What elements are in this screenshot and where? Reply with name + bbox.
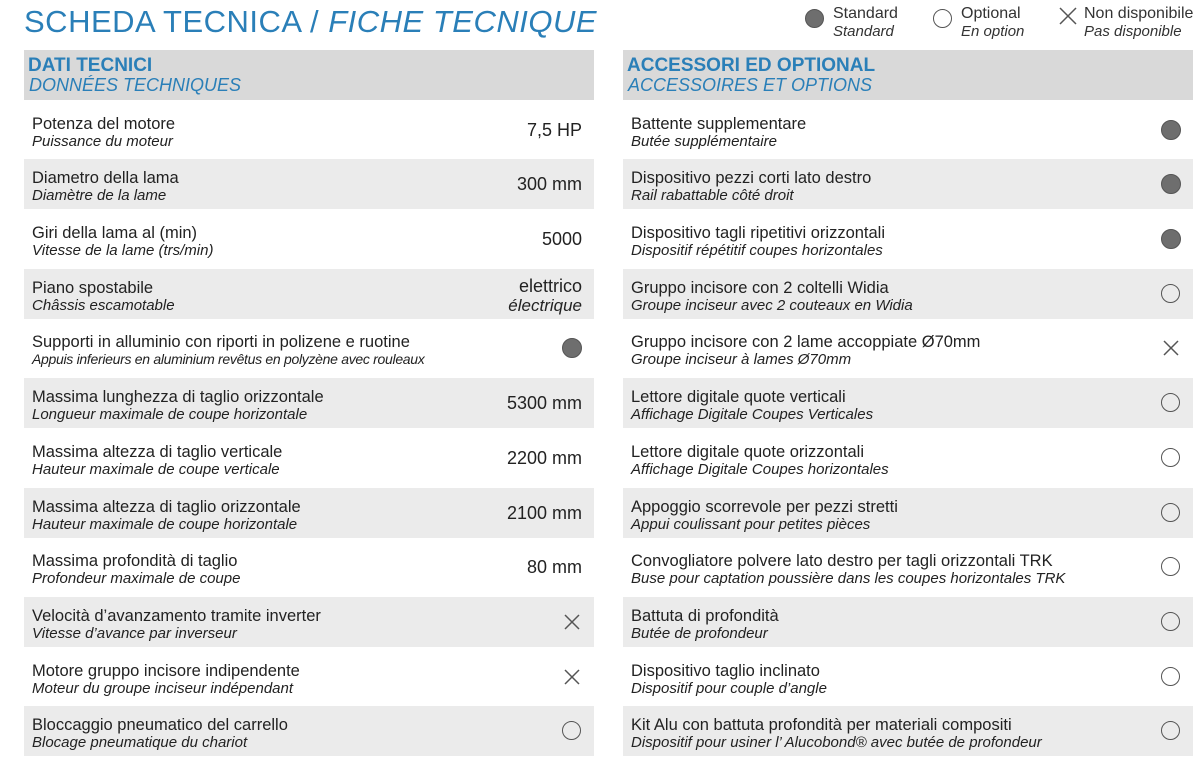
row-sublabel: Dispositif répétitif coupes horizontales [631,242,883,260]
technical-data-header [24,50,594,100]
row-label: Kit Alu con battuta profondità per materiali compositi [631,716,1012,735]
row-label: Gruppo incisore con 2 coltelli Widia [631,278,889,297]
section-title: DATI TECNICI [28,55,153,76]
row-sublabel: Profondeur maximale de coupe [32,570,241,588]
empty-circle-icon [1161,721,1181,741]
page-title [24,4,597,40]
empty-circle-icon [1161,667,1181,687]
row-sublabel: Dispositif pour couple d’angle [631,679,827,697]
row-value: 2100 mm [506,502,582,523]
row-sublabel: Hauteur maximale de coupe verticale [32,460,280,478]
section-subtitle: DONNÉES TECHNIQUES [29,75,242,95]
table-row [623,214,1193,264]
row-sublabel: Moteur du groupe inciseur indépendant [32,679,294,697]
table-row [623,159,1193,209]
row-label: Dispositivo pezzi corti lato destro [631,169,872,188]
cross-icon [1058,6,1078,26]
section-subtitle: ACCESSOIRES ET OPTIONS [628,75,873,95]
row-sublabel: Vitesse de la lame (trs/min) [32,242,214,260]
table-row [623,488,1193,538]
accessories-header [623,50,1193,100]
row-sublabel: Affichage Digitale Coupes horizontales [631,460,889,478]
empty-circle-icon [933,9,952,28]
table-row [623,105,1193,155]
empty-circle-icon [562,721,582,741]
table-row [24,214,594,264]
row-sublabel: Dispositif pour usiner l’ Alucobond® avec butée de profondeur [631,734,1042,752]
cross-icon [562,667,582,687]
table-row [623,542,1193,592]
row-sublabel: Butée de profondeur [631,624,768,642]
row-label: Dispositivo taglio inclinato [631,661,820,680]
table-row [623,597,1193,647]
row-sublabel: Châssis escamotable [32,296,175,314]
row-sublabel: Longueur maximale de coupe horizontale [32,406,308,424]
legend-not-available-sublabel: Pas disponible [1084,23,1182,40]
row-label: Convogliatore polvere lato destro per tagli orizzontali TRK [631,552,1053,571]
row-label: Gruppo incisore con 2 lame accoppiate Ø70mm [631,333,981,352]
accessories-section [623,50,1193,756]
cross-icon [1161,338,1181,358]
row-sublabel: Diamètre de la lame [32,187,167,205]
row-sublabel: Affichage Digitale Coupes Verticales [631,406,874,424]
row-label: Appoggio scorrevole per pezzi stretti [631,497,898,516]
page-title-italic: FICHE TECNIQUE [328,4,598,39]
table-row [24,159,594,209]
empty-circle-icon [1161,557,1181,577]
row-label: Massima lunghezza di taglio orizzontale [32,388,324,407]
row-label: Motore gruppo incisore indipendente [32,661,300,680]
table-row [24,433,594,483]
row-label: Velocità d’avanzamento tramite inverter [32,606,321,625]
row-label: Supporti in alluminio con riporti in polizene e ruotine [32,333,410,352]
row-value: 300 mm [516,174,582,195]
row-label: Giri della lama al (min) [32,224,198,243]
row-sublabel: Buse pour captation poussière dans les coupes horizontales TRK [631,570,1066,588]
row-value: 7,5 HP [526,119,582,140]
filled-circle-icon [805,9,824,28]
table-row [24,706,594,756]
row-label: Battente supplementare [631,114,807,133]
row-sublabel: Appui coulissant pour petites pièces [631,515,871,533]
empty-circle-icon [1161,448,1181,468]
row-label: Dispositivo tagli ripetitivi orizzontali [631,224,886,243]
table-row [24,597,594,647]
row-sublabel: Vitesse d’avance par inverseur [32,624,237,642]
legend-not-available-label: Non disponibile [1084,5,1194,22]
table-row [24,105,594,155]
row-label: Piano spostabile [32,278,154,297]
row-sublabel: Puissance du moteur [32,132,173,150]
row-label: Diametro della lama [32,169,179,188]
row-label: Lettore digitale quote orizzontali [631,442,864,461]
empty-circle-icon [1161,284,1181,304]
table-row [24,269,594,319]
table-row [623,652,1193,702]
table-row [24,323,594,373]
row-sublabel: Appuis inferieurs en aluminium revêtus en polyzène avec rouleaux [32,351,425,368]
row-label: Massima altezza di taglio orizzontale [32,497,301,516]
table-row [24,378,594,428]
row-label: Battuta di profondità [631,606,779,625]
legend-optional-label: Optional [961,5,1021,22]
table-row [623,269,1193,319]
cross-icon [562,612,582,632]
row-label: Massima altezza di taglio verticale [32,442,283,461]
empty-circle-icon [1161,393,1181,413]
row-value: 80 mm [526,557,582,578]
row-label: Massima profondità di taglio [32,552,238,571]
row-label: Lettore digitale quote verticali [631,388,846,407]
table-row [623,706,1193,756]
empty-circle-icon [1161,503,1181,523]
row-value: 5000 [541,229,582,250]
row-sublabel: Hauteur maximale de coupe horizontale [32,515,298,533]
page-title-main: SCHEDA TECNICA / [24,4,329,39]
row-value: 2200 mm [506,447,582,468]
row-sublabel: Butée supplémentaire [631,132,777,150]
table-row [24,652,594,702]
filled-circle-icon [1161,120,1181,140]
row-value: elettrico [518,275,582,296]
row-label: Potenza del motore [32,114,176,133]
filled-circle-icon [1161,174,1181,194]
section-title: ACCESSORI ED OPTIONAL [627,55,876,76]
table-row [623,323,1193,373]
row-sublabel: Rail rabattable côté droit [631,187,794,205]
row-sublabel: Groupe inciseur à lames Ø70mm [631,351,852,369]
row-sublabel: Blocage pneumatique du chariot [32,734,248,752]
filled-circle-icon [562,338,582,358]
technical-data-section [24,50,594,756]
filled-circle-icon [1161,229,1181,249]
legend-standard-sublabel: Standard [833,23,894,40]
table-row [623,378,1193,428]
row-value: 5300 mm [506,393,582,414]
row-value-sub: électrique [508,295,582,315]
row-sublabel: Groupe inciseur avec 2 couteaux en Widia [631,296,913,314]
table-row [24,488,594,538]
legend-standard-label: Standard [833,5,898,22]
table-row [623,433,1193,483]
empty-circle-icon [1161,612,1181,632]
row-label: Bloccaggio pneumatico del carrello [32,716,288,735]
legend-optional-sublabel: En option [961,23,1025,40]
table-row [24,542,594,592]
